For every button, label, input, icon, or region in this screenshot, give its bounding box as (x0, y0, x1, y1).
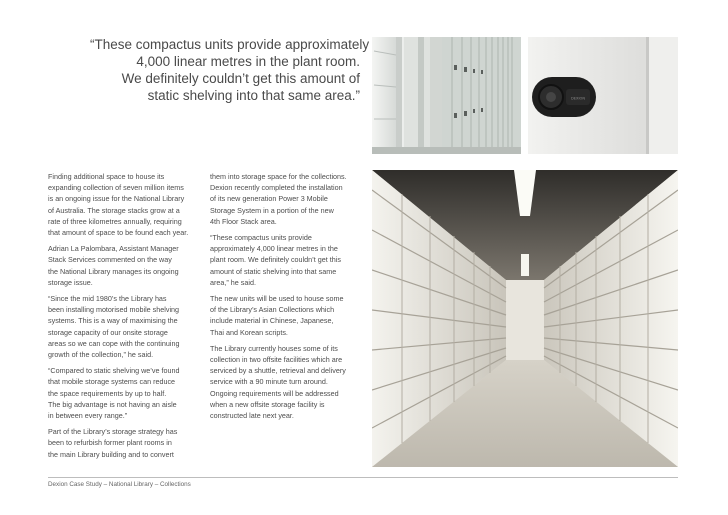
text-line: growth of the collection,” he said. (48, 350, 154, 360)
text-line: approximately 4,000 linear metres in the (210, 244, 338, 254)
paragraph (210, 171, 360, 227)
text-line: of its new generation Power 3 Mobile (210, 194, 328, 204)
lock-panel-illustration (528, 37, 678, 154)
text-line: constructed late next year. (210, 411, 294, 421)
text-line: that amount of space to be found each year. (48, 228, 189, 238)
text-line: service with a 90 minute turn around. (210, 377, 328, 387)
paragraph (210, 232, 360, 288)
text-line: “Compared to static shelving we’ve found (48, 366, 180, 376)
text-line: Dexion recently completed the installation (210, 183, 343, 193)
text-line: The new units will be used to house some (210, 294, 344, 304)
shelving-aisle-illustration (372, 170, 678, 467)
text-line: in between every range.” (48, 411, 128, 421)
lock-panel-photo (528, 37, 678, 154)
text-line: Finding additional space to house its (48, 172, 165, 181)
text-line: Adrian La Palombara, Assistant Manager (48, 244, 179, 254)
text-line: of Australia. The storage stacks grow at a (48, 205, 180, 215)
body-column-right (210, 171, 360, 426)
text-line: rate of three kilometres annually, requiring (48, 216, 182, 226)
text-line: 4th Floor Stack area. (210, 216, 277, 226)
text-line: Stack Services commented on the way (48, 255, 172, 265)
text-line: The Library currently houses some of its (210, 343, 338, 353)
body-column-left (48, 171, 198, 465)
text-line: The big advantage is not having an aisle (48, 399, 177, 409)
text-line: Ongoing requirements will be addressed (210, 388, 339, 398)
text-line: areas so we can cope with the continuing (48, 338, 180, 348)
text-line: been installing motorised mobile shelving (48, 305, 180, 315)
text-line: expanding collection of seven million items (48, 183, 184, 193)
text-line: that mobile storage systems can reduce (48, 377, 176, 387)
text-line: storage issue. (48, 277, 93, 287)
text-line: “Since the mid 1980’s the Library has (48, 294, 167, 304)
text-line: them into storage space for the collections. (210, 172, 347, 181)
text-line: Storage System in a portion of the new (210, 205, 334, 215)
paragraph (48, 426, 198, 460)
footer-caption: Dexion Case Study – National Library – Collections (48, 481, 191, 488)
text-line: the main Library building and to convert (48, 449, 174, 459)
text-line: amount of static shelving into that same (210, 266, 337, 276)
text-line: Part of the Library’s storage strategy has (48, 427, 178, 437)
text-line: when a new offsite storage facility is (210, 399, 325, 409)
text-line: been to refurbish former plant rooms in (48, 438, 172, 448)
compactus-units-illustration (372, 37, 521, 154)
footer-divider (48, 477, 678, 478)
pull-quote-line: “These compactus units provide approximately (90, 37, 370, 52)
paragraph (48, 243, 198, 288)
text-line: the space requirements by up to half. (48, 388, 167, 398)
pull-quote-line: 4,000 linear metres in the plant room. (136, 54, 360, 69)
text-line: “These compactus units provide (210, 233, 312, 243)
paragraph (210, 343, 360, 421)
shelving-aisle-photo (372, 170, 678, 467)
paragraph (210, 293, 360, 338)
text-line: include material in Chinese, Japanese, (210, 316, 334, 326)
paragraph (48, 171, 198, 238)
text-line: area,” he said. (210, 277, 256, 287)
text-line: systems. This is a way of maximising the (48, 316, 178, 326)
text-line: serviced by a shuttle, retrieval and delivery (210, 366, 346, 376)
lock-panel-label: DEXION (570, 96, 586, 101)
text-line: collection in two offsite facilities which are (210, 355, 343, 365)
pull-quote-line: static shelving into that same area.” (147, 88, 360, 103)
paragraph (48, 365, 198, 421)
compactus-units-photo (372, 37, 521, 154)
text-line: plant room. We definitely couldn’t get this (210, 255, 341, 265)
text-line: Thai and Korean scripts. (210, 327, 288, 337)
paragraph (48, 293, 198, 360)
pull-quote-line: We definitely couldn’t get this amount of (121, 71, 360, 86)
text-line: storage capacity of our onsite storage (48, 327, 168, 337)
pull-quote (90, 36, 370, 104)
text-line: of the Library’s Asian Collections which (210, 305, 335, 315)
text-line: is an ongoing issue for the National Library (48, 194, 185, 204)
text-line: the National Library manages its ongoing (48, 266, 179, 276)
